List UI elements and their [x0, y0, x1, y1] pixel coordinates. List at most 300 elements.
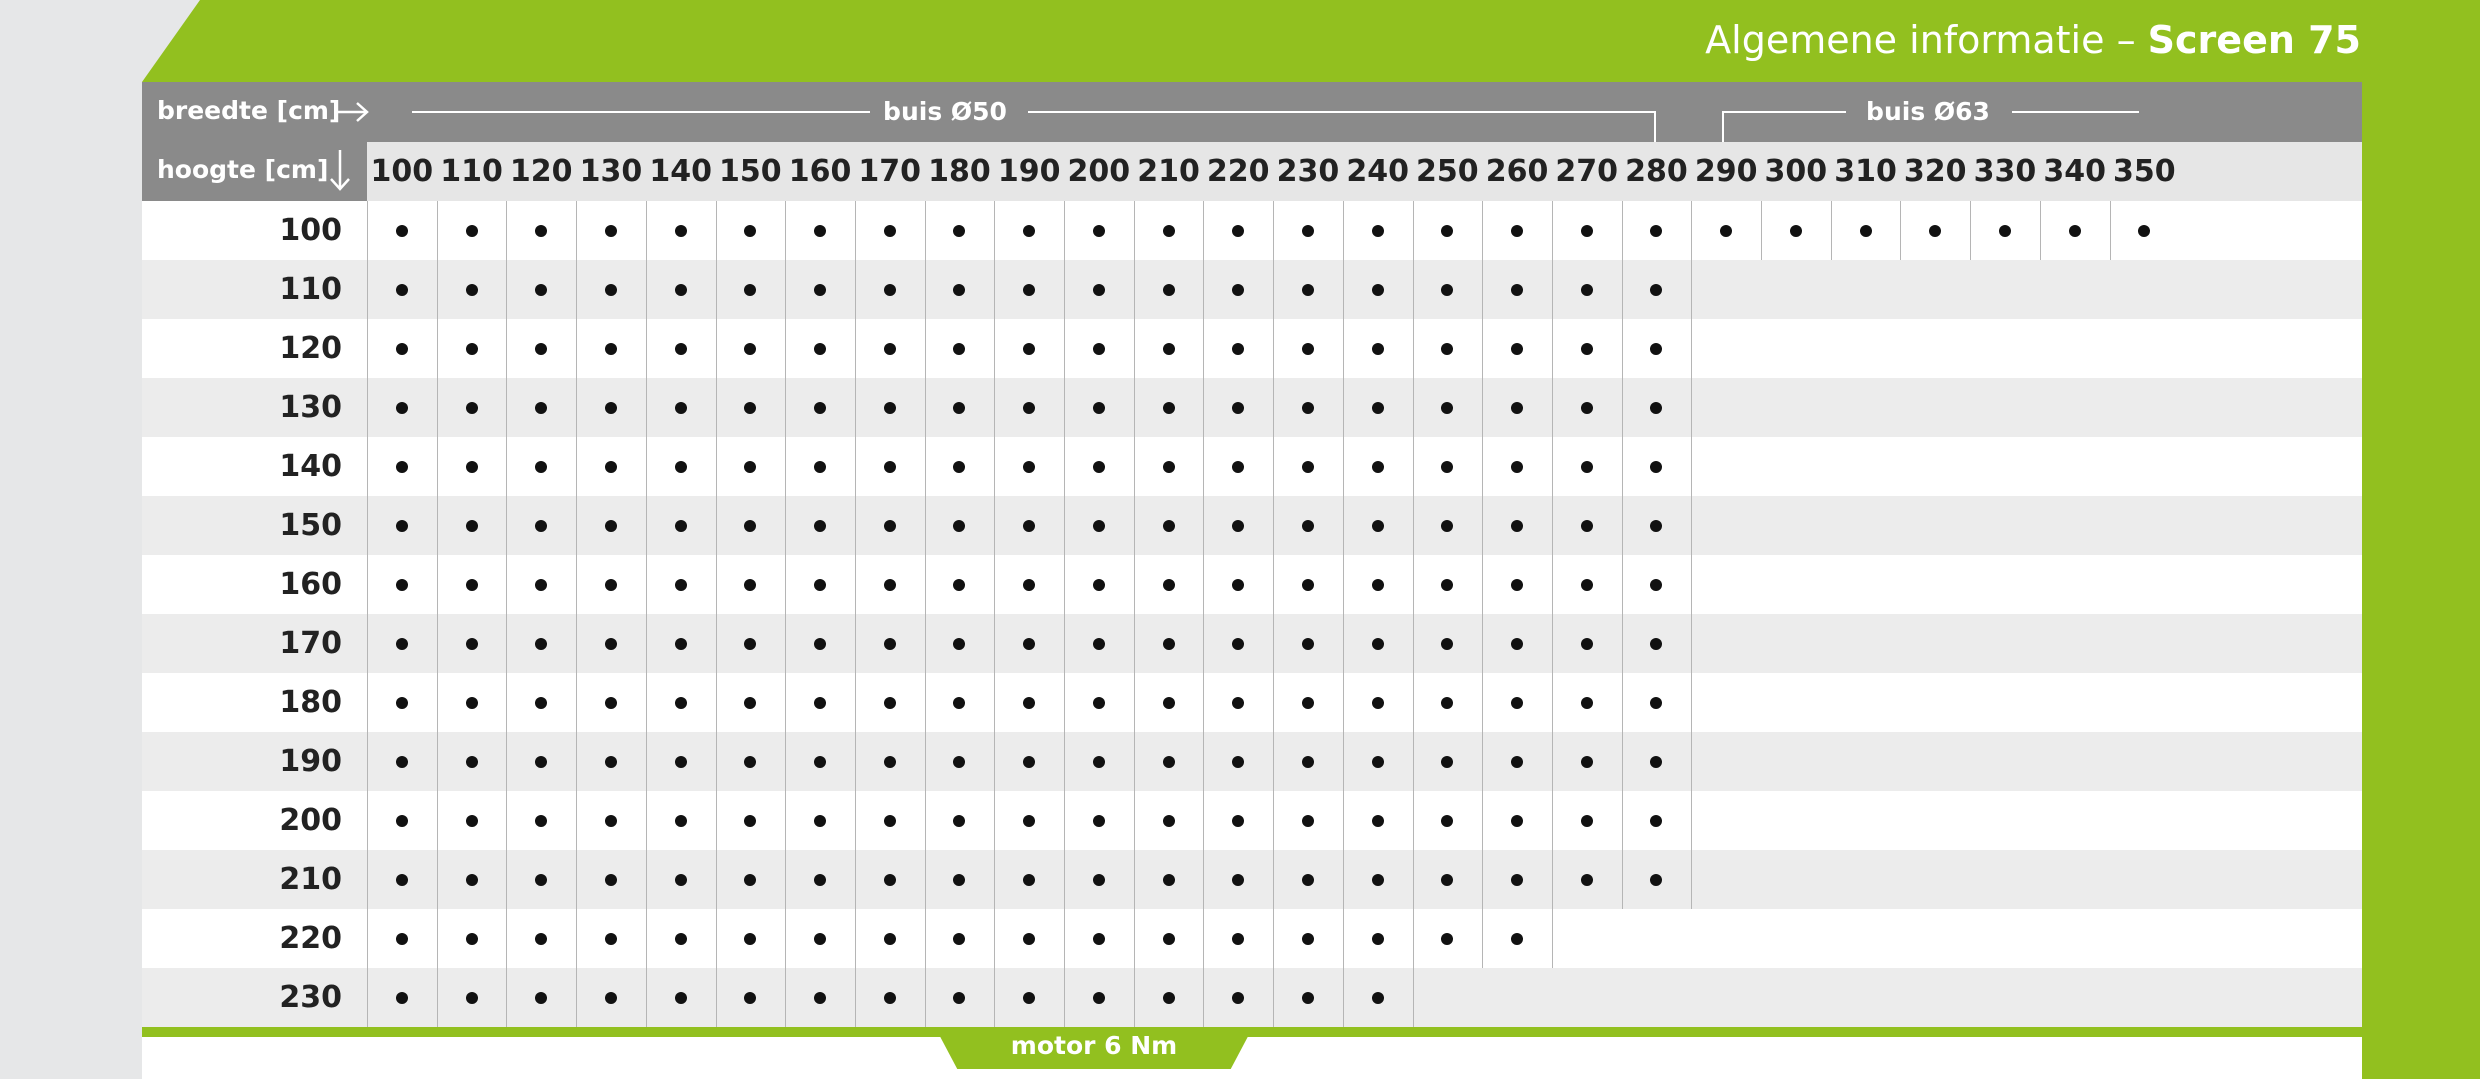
dot-icon	[1372, 402, 1384, 414]
dot-icon	[1163, 638, 1175, 650]
dot-icon	[1372, 461, 1384, 473]
dot-icon	[535, 579, 547, 591]
grid-line	[2040, 201, 2041, 260]
dot-icon	[1302, 461, 1314, 473]
dot-icon	[1372, 815, 1384, 827]
dot-icon	[1441, 638, 1453, 650]
dot-icon	[1650, 284, 1662, 296]
dot-icon	[1790, 225, 1802, 237]
dot-icon	[884, 933, 896, 945]
dot-icon	[1441, 343, 1453, 355]
dot-icon	[1023, 225, 1035, 237]
row-header: 140	[279, 449, 342, 484]
dot-icon	[535, 225, 547, 237]
row-header: 130	[279, 390, 342, 425]
page-title: Algemene informatie – Screen 75	[1705, 18, 2361, 62]
dot-icon	[814, 225, 826, 237]
dot-icon	[884, 697, 896, 709]
dot-icon	[744, 284, 756, 296]
column-header: 110	[440, 154, 503, 189]
height-axis-label: hoogte [cm]	[157, 155, 329, 184]
dot-icon	[605, 284, 617, 296]
dot-icon	[1023, 461, 1035, 473]
dot-icon	[744, 343, 756, 355]
dot-icon	[953, 638, 965, 650]
dot-icon	[1511, 815, 1523, 827]
dot-icon	[953, 461, 965, 473]
dot-icon	[1023, 402, 1035, 414]
dot-icon	[1163, 225, 1175, 237]
group-ø50-tick	[1654, 111, 1656, 142]
row-header: 210	[279, 862, 342, 897]
column-header: 250	[1416, 154, 1479, 189]
column-header: 230	[1276, 154, 1340, 189]
arrow-right-icon	[333, 98, 371, 126]
dot-icon	[396, 520, 408, 532]
column-header: 140	[649, 154, 712, 189]
dot-icon	[1023, 343, 1035, 355]
dot-icon	[1441, 402, 1453, 414]
dot-icon	[1372, 638, 1384, 650]
grid-line	[1900, 201, 1901, 260]
dot-icon	[1372, 874, 1384, 886]
dot-icon	[1023, 638, 1035, 650]
column-header: 180	[928, 154, 991, 189]
column-header: 320	[1903, 154, 1967, 189]
dot-icon	[1511, 933, 1523, 945]
dot-icon	[884, 874, 896, 886]
dot-icon	[1511, 874, 1523, 886]
dot-icon	[1372, 933, 1384, 945]
dot-icon	[953, 874, 965, 886]
dot-icon	[884, 343, 896, 355]
dot-icon	[1650, 461, 1662, 473]
dot-icon	[1093, 579, 1105, 591]
dot-icon	[605, 638, 617, 650]
dot-icon	[884, 815, 896, 827]
grid-line	[1831, 201, 1832, 260]
dot-icon	[1163, 343, 1175, 355]
column-header: 210	[1137, 154, 1200, 189]
dot-icon	[744, 225, 756, 237]
dot-icon	[884, 402, 896, 414]
grid-line	[1413, 201, 1414, 1027]
row-header: 110	[279, 272, 342, 307]
dot-icon	[1093, 402, 1105, 414]
grid-line	[1203, 201, 1204, 1027]
dot-icon	[675, 284, 687, 296]
dot-icon	[605, 992, 617, 1004]
dot-icon	[396, 284, 408, 296]
column-header: 170	[858, 154, 922, 189]
dot-icon	[1232, 343, 1244, 355]
grid-line	[2110, 201, 2111, 260]
dot-icon	[1650, 343, 1662, 355]
grid-line	[1273, 201, 1274, 1027]
dot-icon	[675, 461, 687, 473]
dot-icon	[1581, 461, 1593, 473]
dot-icon	[1232, 225, 1244, 237]
dot-icon	[1441, 933, 1453, 945]
dot-icon	[1581, 520, 1593, 532]
dot-icon	[1302, 225, 1314, 237]
dot-icon	[1581, 697, 1593, 709]
dot-icon	[884, 520, 896, 532]
dot-icon	[396, 579, 408, 591]
dot-icon	[1372, 992, 1384, 1004]
grid-line	[1343, 201, 1344, 1027]
dot-icon	[605, 225, 617, 237]
dot-icon	[605, 874, 617, 886]
column-header: 290	[1694, 154, 1758, 189]
dot-icon	[1860, 225, 1872, 237]
column-header: 190	[997, 154, 1061, 189]
dot-icon	[1511, 579, 1523, 591]
dot-icon	[1023, 579, 1035, 591]
dot-icon	[675, 933, 687, 945]
dot-icon	[1441, 284, 1453, 296]
dot-icon	[814, 520, 826, 532]
dot-icon	[1650, 874, 1662, 886]
dot-icon	[1232, 284, 1244, 296]
dot-icon	[605, 520, 617, 532]
dot-icon	[466, 402, 478, 414]
dot-icon	[1023, 697, 1035, 709]
dot-icon	[396, 225, 408, 237]
dot-icon	[953, 697, 965, 709]
column-header: 280	[1625, 154, 1688, 189]
dot-icon	[1093, 284, 1105, 296]
dot-icon	[396, 933, 408, 945]
dot-icon	[814, 402, 826, 414]
dot-icon	[1023, 520, 1035, 532]
dot-icon	[535, 815, 547, 827]
dot-icon	[1093, 638, 1105, 650]
dot-icon	[535, 697, 547, 709]
dot-icon	[1650, 225, 1662, 237]
dot-icon	[1372, 343, 1384, 355]
dot-icon	[1232, 933, 1244, 945]
dot-icon	[1581, 284, 1593, 296]
dot-icon	[605, 815, 617, 827]
dot-icon	[953, 284, 965, 296]
column-header: 330	[1973, 154, 2037, 189]
dot-icon	[744, 933, 756, 945]
dot-icon	[1093, 520, 1105, 532]
dot-icon	[675, 638, 687, 650]
grid-line	[716, 201, 717, 1027]
grid-line	[1970, 201, 1971, 260]
dot-icon	[744, 992, 756, 1004]
dot-icon	[1232, 461, 1244, 473]
dot-icon	[2138, 225, 2150, 237]
dot-icon	[675, 874, 687, 886]
column-header: 260	[1485, 154, 1549, 189]
dot-icon	[1650, 756, 1662, 768]
dot-icon	[953, 520, 965, 532]
row-header: 170	[279, 626, 342, 661]
dot-icon	[466, 697, 478, 709]
dot-icon	[1163, 461, 1175, 473]
dot-icon	[744, 579, 756, 591]
dot-icon	[1650, 579, 1662, 591]
dot-icon	[535, 874, 547, 886]
dot-icon	[1093, 756, 1105, 768]
dot-icon	[466, 225, 478, 237]
dot-icon	[1441, 756, 1453, 768]
dot-icon	[605, 756, 617, 768]
dot-icon	[675, 756, 687, 768]
dot-icon	[953, 756, 965, 768]
grid-line	[506, 201, 507, 1027]
dot-icon	[396, 697, 408, 709]
dot-icon	[396, 461, 408, 473]
dot-icon	[466, 638, 478, 650]
dot-icon	[1441, 225, 1453, 237]
grid-line	[1761, 201, 1762, 260]
dot-icon	[744, 638, 756, 650]
dot-icon	[1302, 520, 1314, 532]
dot-icon	[884, 992, 896, 1004]
dot-icon	[1581, 756, 1593, 768]
dot-icon	[953, 225, 965, 237]
column-header: 300	[1764, 154, 1828, 189]
group-ø63-line-right	[2012, 111, 2139, 113]
dot-icon	[1302, 402, 1314, 414]
dot-icon	[1581, 343, 1593, 355]
row-header: 220	[279, 921, 342, 956]
dot-icon	[1093, 225, 1105, 237]
dot-icon	[1232, 874, 1244, 886]
dot-icon	[1023, 874, 1035, 886]
dot-icon	[1093, 874, 1105, 886]
dot-icon	[396, 992, 408, 1004]
dot-icon	[953, 933, 965, 945]
dot-icon	[884, 756, 896, 768]
dot-icon	[1441, 461, 1453, 473]
dot-icon	[1581, 225, 1593, 237]
dot-icon	[466, 815, 478, 827]
dot-icon	[1093, 992, 1105, 1004]
dot-icon	[884, 225, 896, 237]
dot-icon	[466, 579, 478, 591]
dot-icon	[1302, 343, 1314, 355]
dot-icon	[535, 343, 547, 355]
dot-icon	[1511, 520, 1523, 532]
dot-icon	[1441, 874, 1453, 886]
dot-icon	[1511, 225, 1523, 237]
dot-icon	[1302, 579, 1314, 591]
dot-icon	[884, 461, 896, 473]
dot-icon	[396, 638, 408, 650]
dot-icon	[1163, 933, 1175, 945]
dot-icon	[1232, 579, 1244, 591]
dot-icon	[1650, 520, 1662, 532]
dot-icon	[675, 992, 687, 1004]
dot-icon	[1929, 225, 1941, 237]
grid-line	[1622, 201, 1623, 909]
dot-icon	[1650, 402, 1662, 414]
group-ø63-tick	[1722, 111, 1724, 142]
dot-icon	[466, 992, 478, 1004]
dot-icon	[814, 815, 826, 827]
dot-icon	[1163, 992, 1175, 1004]
dot-icon	[535, 992, 547, 1004]
dot-icon	[1093, 343, 1105, 355]
dot-icon	[1023, 933, 1035, 945]
dot-icon	[1302, 697, 1314, 709]
dot-icon	[1232, 402, 1244, 414]
column-header: 350	[2113, 154, 2176, 189]
column-header: 340	[2043, 154, 2106, 189]
dot-icon	[605, 579, 617, 591]
dot-icon	[814, 343, 826, 355]
dot-icon	[1650, 815, 1662, 827]
dot-icon	[953, 992, 965, 1004]
dot-icon	[953, 579, 965, 591]
dot-icon	[1372, 520, 1384, 532]
dot-icon	[675, 579, 687, 591]
dot-icon	[814, 756, 826, 768]
column-header: 240	[1346, 154, 1409, 189]
grid-line	[1482, 201, 1483, 968]
dot-icon	[814, 579, 826, 591]
dot-icon	[1372, 225, 1384, 237]
dot-icon	[1023, 756, 1035, 768]
dot-icon	[953, 815, 965, 827]
dot-icon	[1511, 343, 1523, 355]
dot-icon	[1163, 284, 1175, 296]
dot-icon	[1302, 992, 1314, 1004]
row-header: 150	[279, 508, 342, 543]
dot-icon	[1302, 815, 1314, 827]
dot-icon	[1372, 756, 1384, 768]
grid-line	[785, 201, 786, 1027]
dot-icon	[605, 402, 617, 414]
grid-line	[1691, 201, 1692, 909]
dot-icon	[1232, 815, 1244, 827]
dot-icon	[814, 933, 826, 945]
dot-icon	[1163, 402, 1175, 414]
dot-icon	[1302, 874, 1314, 886]
dot-icon	[605, 461, 617, 473]
grid-line	[994, 201, 995, 1027]
dot-icon	[1720, 225, 1732, 237]
dot-icon	[466, 756, 478, 768]
dot-icon	[396, 343, 408, 355]
dot-icon	[396, 756, 408, 768]
dot-icon	[1441, 815, 1453, 827]
dot-icon	[605, 697, 617, 709]
dot-icon	[1581, 638, 1593, 650]
grid-line	[437, 201, 438, 1027]
grid-line	[925, 201, 926, 1027]
dot-icon	[1511, 638, 1523, 650]
column-header: 270	[1555, 154, 1619, 189]
dot-icon	[1163, 579, 1175, 591]
dot-icon	[675, 697, 687, 709]
dot-icon	[1302, 284, 1314, 296]
dot-icon	[1302, 756, 1314, 768]
row-header: 230	[279, 980, 342, 1015]
dot-icon	[466, 343, 478, 355]
dot-icon	[814, 461, 826, 473]
dot-icon	[1372, 579, 1384, 591]
dot-icon	[1093, 461, 1105, 473]
column-header: 100	[370, 154, 434, 189]
dot-icon	[535, 284, 547, 296]
column-header: 150	[719, 154, 782, 189]
dot-icon	[1023, 992, 1035, 1004]
dot-icon	[675, 520, 687, 532]
dot-icon	[814, 992, 826, 1004]
dot-icon	[953, 343, 965, 355]
group-ø63-line-left	[1722, 111, 1846, 113]
dot-icon	[1511, 284, 1523, 296]
grid-line	[646, 201, 647, 1027]
dot-icon	[675, 402, 687, 414]
dot-icon	[1650, 697, 1662, 709]
dot-icon	[466, 461, 478, 473]
dot-icon	[744, 461, 756, 473]
dot-icon	[884, 284, 896, 296]
dot-icon	[1511, 461, 1523, 473]
dot-icon	[675, 225, 687, 237]
dot-icon	[1093, 697, 1105, 709]
dot-icon	[1232, 520, 1244, 532]
dot-icon	[466, 933, 478, 945]
dot-icon	[1093, 933, 1105, 945]
dot-icon	[1232, 992, 1244, 1004]
dot-icon	[535, 933, 547, 945]
dot-icon	[1372, 697, 1384, 709]
dot-icon	[1163, 520, 1175, 532]
dot-icon	[1093, 815, 1105, 827]
dot-icon	[1023, 284, 1035, 296]
dot-icon	[814, 697, 826, 709]
column-header: 160	[788, 154, 852, 189]
dot-icon	[396, 874, 408, 886]
dot-icon	[953, 402, 965, 414]
dot-icon	[884, 579, 896, 591]
dot-icon	[535, 756, 547, 768]
dot-icon	[1581, 402, 1593, 414]
dot-icon	[675, 815, 687, 827]
width-axis-label: breedte [cm]	[157, 96, 341, 125]
dot-icon	[1511, 402, 1523, 414]
dot-icon	[535, 402, 547, 414]
dot-icon	[1999, 225, 2011, 237]
dot-icon	[1441, 697, 1453, 709]
dot-icon	[1650, 638, 1662, 650]
column-header: 200	[1067, 154, 1131, 189]
dot-icon	[1023, 815, 1035, 827]
group-ø50-line-right	[1028, 111, 1655, 113]
grid-line	[1134, 201, 1135, 1027]
column-header: 220	[1206, 154, 1270, 189]
dot-icon	[744, 756, 756, 768]
dot-icon	[1302, 933, 1314, 945]
dot-icon	[396, 402, 408, 414]
dot-icon	[814, 638, 826, 650]
dot-icon	[744, 402, 756, 414]
motor-label: motor 6 Nm	[1010, 1031, 1178, 1060]
dot-icon	[1441, 520, 1453, 532]
dot-icon	[1511, 756, 1523, 768]
dot-icon	[396, 815, 408, 827]
arrow-down-icon	[326, 148, 354, 194]
grid-line	[1552, 201, 1553, 968]
